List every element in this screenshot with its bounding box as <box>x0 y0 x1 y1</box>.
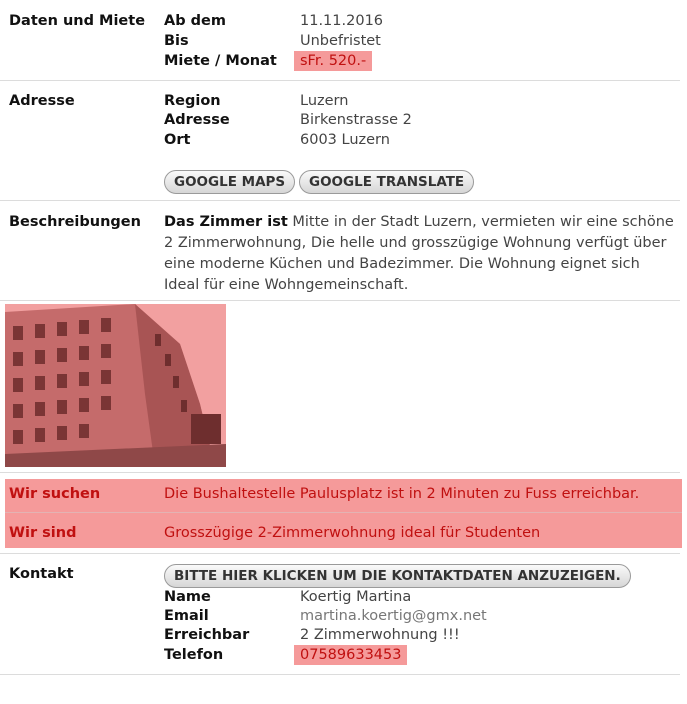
phone-label: Telefon <box>164 647 224 663</box>
street-label: Adresse <box>164 112 230 128</box>
address-heading: Adresse <box>9 93 75 109</box>
wir-sind-value: Grosszügige 2-Zimmerwohnung ideal für Studenten <box>164 525 541 541</box>
dates-heading: Daten und Miete <box>9 13 146 29</box>
address-section <box>0 81 680 201</box>
city-label: Ort <box>164 132 191 148</box>
google-translate-button[interactable]: GOOGLE TRANSLATE <box>299 170 474 194</box>
to-label: Bis <box>164 33 189 49</box>
description-heading: Beschreibungen <box>9 214 141 230</box>
email-value[interactable]: martina.koertig@gmx.net <box>300 608 487 624</box>
from-value: 11.11.2016 <box>300 13 384 29</box>
rent-label: Miete / Monat <box>164 53 277 69</box>
rent-value: sFr. 520.- <box>294 51 372 71</box>
contact-heading: Kontakt <box>9 566 74 582</box>
region-label: Region <box>164 93 221 109</box>
reach-label: Erreichbar <box>164 627 250 643</box>
description-body: Mitte in der Stadt Luzern, vermieten wir eine schöne 2 Zimmerwohnung, Die helle und grosszügige Wohnung verfügt über eine moderne Küchen und Badezimmer. Die Wohnung eignet sich Ideal für eine Wohngemeinschaft. <box>164 214 674 293</box>
to-value: Unbefristet <box>300 33 381 49</box>
description-text <box>164 212 678 296</box>
name-value: Koertig Martina <box>300 589 412 605</box>
wir-sind-label: Wir sind <box>9 525 77 541</box>
contact-section <box>0 554 680 675</box>
building-image <box>5 304 226 467</box>
phone-value: 07589633453 <box>294 645 407 665</box>
email-label: Email <box>164 608 209 624</box>
region-value: Luzern <box>300 93 349 109</box>
apartment-photo[interactable] <box>5 304 226 467</box>
from-label: Ab dem <box>164 13 226 29</box>
google-maps-button[interactable]: GOOGLE MAPS <box>164 170 295 194</box>
dates-section <box>0 0 680 81</box>
street-value: Birkenstrasse 2 <box>300 112 412 128</box>
show-contact-button[interactable]: BITTE HIER KLICKEN UM DIE KONTAKTDATEN ANZUZEIGEN. <box>164 564 631 588</box>
name-label: Name <box>164 589 211 605</box>
description-lead: Das Zimmer ist <box>164 214 288 230</box>
city-value: 6003 Luzern <box>300 132 390 148</box>
wir-suchen-value: Die Bushaltestelle Paulusplatz ist in 2 Minuten zu Fuss erreichbar. <box>164 486 640 502</box>
wir-suchen-label: Wir suchen <box>9 486 101 502</box>
reach-value: 2 Zimmerwohnung !!! <box>300 627 460 643</box>
